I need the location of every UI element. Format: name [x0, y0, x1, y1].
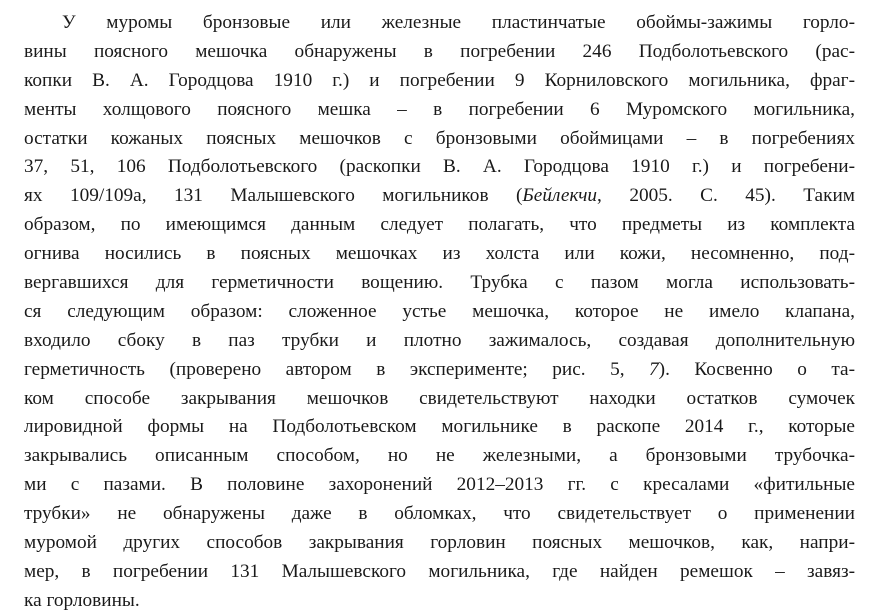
text-line: образом, по имеющимся данным следует полагать, что предметы из комплекта: [24, 214, 855, 236]
text-line: муромой других способов закрывания горловин поясных мешочков, как, напри-: [24, 532, 855, 554]
figure-reference: 7: [649, 358, 659, 380]
text-line: входило сбоку в паз трубки и плотно зажималось, создавая дополнительную: [24, 329, 855, 351]
text-segment: ). Косвенно о та-: [658, 358, 856, 380]
text-line: мер, в погребении 131 Малышевского могильника, где найден ремешок – завяз-: [24, 560, 855, 582]
text-line: закрывались описанным способом, но не железными, а бронзовыми трубочка-: [24, 445, 855, 467]
text-segment: , 2005. С. 45). Таким: [597, 185, 855, 207]
text-line: вергавшихся для герметичности вощению. Трубка с пазом могла использовать-: [24, 272, 855, 294]
text-segment: герметичность (проверено автором в эксперименте; рис. 5,: [24, 358, 650, 380]
text-line: [24, 356, 855, 385]
text-line: ся следующим образом: сложенное устье мешочка, которое не имело клапана,: [24, 300, 855, 322]
text-line: ми с пазами. В половине захоронений 2012–2013 гг. с кресалами «фитильные: [24, 474, 855, 496]
text-line: ком способе закрывания мешочков свидетельствуют находки остатков сумочек: [24, 387, 855, 409]
text-line: 37, 51, 106 Подболотьевского (раскопки В. А. Городцова 1910 г.) и погребени-: [24, 156, 855, 178]
text-line: копки В. А. Городцова 1910 г.) и погребении 9 Корниловского могильника, фраг-: [24, 69, 855, 91]
text-line: лировидной формы на Подболотьевском могильнике в раскопе 2014 г., которые: [24, 416, 855, 438]
text-line: У муромы бронзовые или железные пластинчатые обоймы-зажимы горло-: [62, 12, 855, 33]
text-line: менты холщового поясного мешка – в погребении 6 Муромского могильника,: [24, 98, 855, 120]
text-segment: ях 109/109а, 131 Малышевского могильников (: [24, 185, 523, 207]
text-line: остатки кожаных поясных мешочков с бронзовыми обоймицами – в погребениях: [24, 127, 855, 149]
author-citation: Бейлекчи: [522, 185, 598, 207]
text-line: огнива носились в поясных мешочках из холста или кожи, несомненно, под-: [24, 243, 855, 265]
text-line: трубки» не обнаружены даже в обломках, что свидетельствует о применении: [24, 503, 855, 525]
body-paragraph: [24, 9, 855, 616]
text-line: [24, 182, 855, 211]
text-line: вины поясного мешочка обнаружены в погребении 246 Подболотьевского (рас-: [24, 40, 855, 62]
text-line: ка горловины.: [24, 589, 140, 611]
